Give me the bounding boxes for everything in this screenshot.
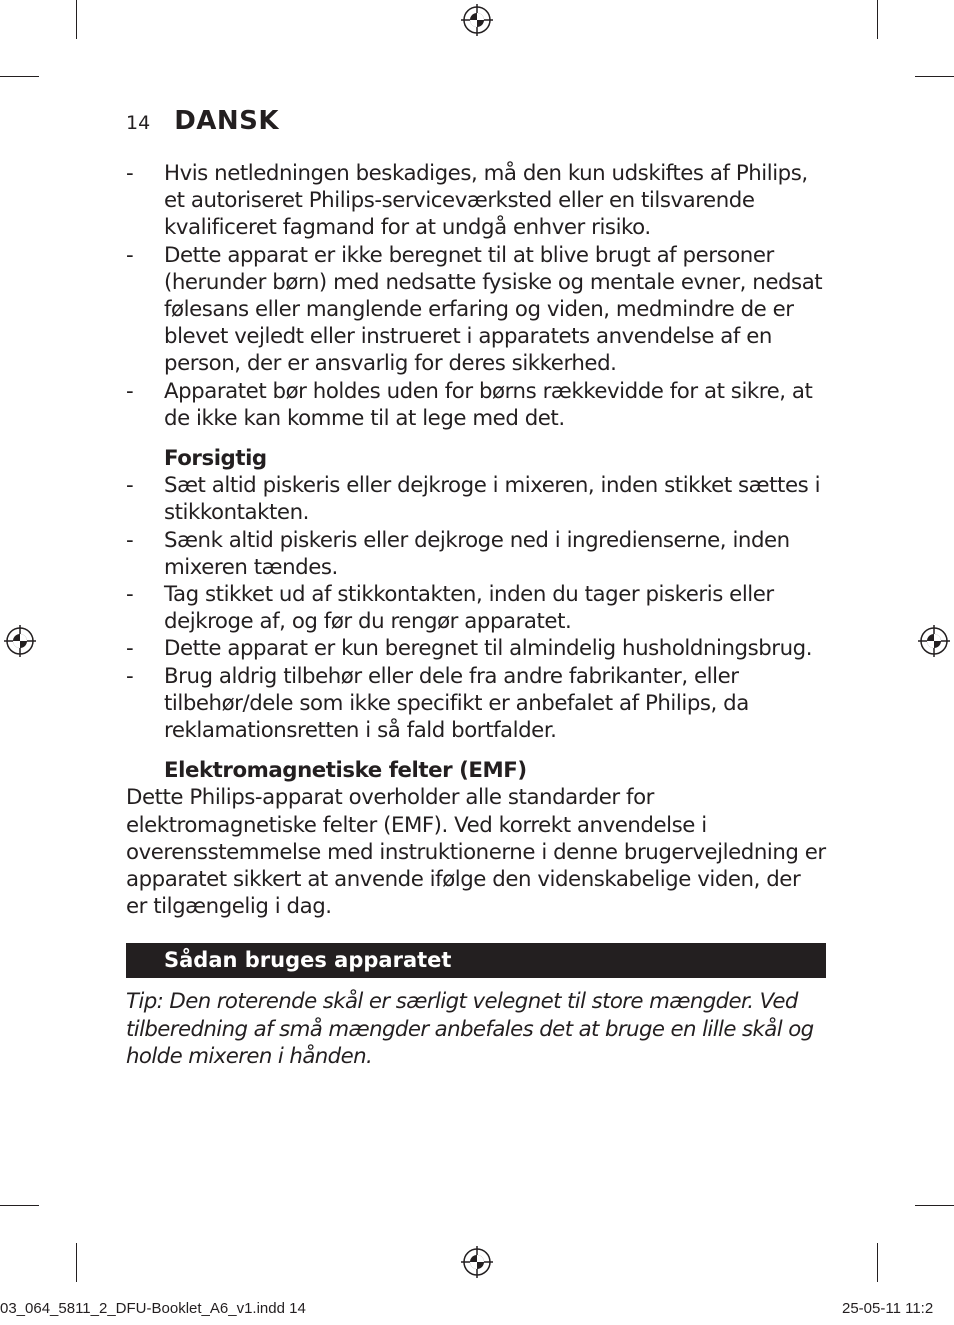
crop-mark-top-left: [76, 0, 77, 39]
bullet-dash: -: [126, 527, 134, 553]
footer-datetime: 25-05-11 11:2: [842, 1300, 934, 1317]
section-title-bar: [126, 943, 826, 978]
list-item-text: Sænk altid piskeris eller dejkroge ned i ingredienserne, inden mixeren tændes.: [164, 527, 790, 580]
caution-heading: Forsigtig: [164, 446, 267, 472]
crop-mark-top-right: [877, 0, 878, 39]
list-item: [126, 378, 826, 432]
bullet-dash: -: [126, 473, 134, 499]
bullet-dash: -: [126, 663, 134, 689]
list-item: [126, 663, 826, 745]
list-item-text: Hvis netledningen beskadiges, må den kun udskiftes af Philips, et autoriseret Philips-serviceværksted eller en tilsvarende kvalificeret fagmand for at undgå enhver risiko.: [164, 161, 808, 241]
emf-paragraph: Dette Philips-apparat overholder alle standarder for elektromagnetiske felter (EMF). Ved korrekt anvendelse i overensstemmelse med instruktionerne i denne brugervejledning er apparatet sikkert at anvende ifølge den videnskabelige viden, der er tilgængelig i dag.: [126, 785, 826, 920]
footer-file-info: 03_064_5811_2_DFU-Booklet_A6_v1.indd 14: [0, 1300, 306, 1317]
registration-mark-icon: [461, 4, 493, 36]
page-number: 14: [126, 112, 151, 134]
list-item: [126, 581, 826, 635]
caution-list: [126, 472, 826, 744]
bullet-dash: -: [126, 636, 134, 662]
crop-mark-right-bottom: [915, 1205, 954, 1206]
tip-paragraph: Tip: Den roterende skål er særligt velegnet til store mængder. Ved tilberedning af små mængder anbefales det at bruge en lille skål og holde mixeren i hånden.: [126, 989, 814, 1069]
emf-heading: Elektromagnetiske felter (EMF): [164, 758, 527, 784]
crop-mark-bottom-right: [877, 1243, 878, 1282]
list-item: [126, 242, 826, 378]
page-header: [126, 106, 279, 136]
list-item-text: Sæt altid piskeris eller dejkroge i mixeren, inden stikket sættes i stikkontakten.: [164, 473, 821, 526]
list-item-text: Tag stikket ud af stikkontakten, inden du tager piskeris eller dejkroge af, og før du rengør apparatet.: [164, 582, 774, 635]
main-content: [126, 160, 826, 1070]
registration-mark-icon: [461, 1246, 493, 1278]
list-item-text: Apparatet bør holdes uden for børns rækkevidde for at sikre, at de ikke kan komme til at lege med det.: [164, 378, 813, 431]
language-heading: DANSK: [174, 106, 280, 136]
list-item: [126, 160, 826, 242]
list-item: [126, 472, 826, 526]
crop-mark-left-top: [0, 76, 39, 77]
registration-mark-icon: [4, 625, 36, 657]
list-item-text: Dette apparat er ikke beregnet til at blive brugt af personer (herunder børn) med nedsatte fysiske og mentale evner, nedsat følesans eller manglende erfaring og viden, medmindre de er blevet vejledt eller instrueret i apparatets anvendelse af en person, der er ansvarlig for deres sikkerhed.: [164, 242, 823, 377]
registration-mark-icon: [918, 625, 950, 657]
list-item-text: Brug aldrig tilbehør eller dele fra andre fabrikanter, eller tilbehør/dele som ikke specifikt er anbefalet af Philips, da reklamationsretten i så fald bortfalder.: [164, 663, 749, 744]
section-title: Sådan bruges apparatet: [164, 948, 452, 973]
crop-mark-left-bottom: [0, 1205, 39, 1206]
list-item-text: Dette apparat er kun beregnet til almindelig husholdningsbrug.: [164, 636, 813, 662]
crop-mark-bottom-left: [76, 1243, 77, 1282]
crop-mark-right-top: [915, 76, 954, 77]
bullet-dash: -: [126, 378, 134, 404]
warnings-list: [126, 160, 826, 432]
bullet-dash: -: [126, 582, 134, 608]
list-item: [126, 527, 826, 581]
bullet-dash: -: [126, 161, 134, 186]
list-item: [126, 635, 826, 662]
bullet-dash: -: [126, 242, 134, 268]
